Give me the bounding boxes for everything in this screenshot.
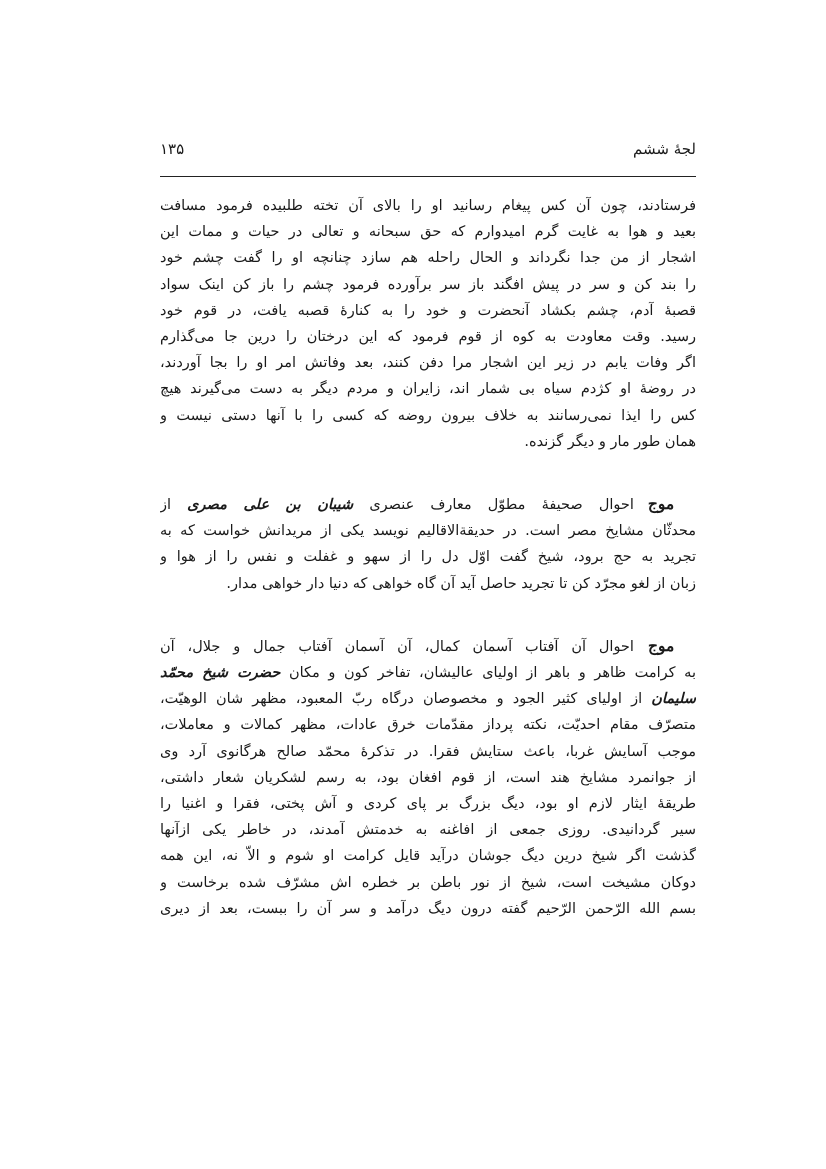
text-line: دوکان مشیخت است، شیخ از نور باطن بر خطره اش مشرّف شده برخاست و bbox=[160, 874, 696, 891]
page-number: ۱۳۵ bbox=[160, 140, 185, 158]
text-segment: به کرامت ظاهر و باهر از اولیای عالیشان، تفاخر کون و مکان bbox=[288, 665, 696, 682]
section-keyword: موج bbox=[647, 494, 675, 514]
text-segment: احوال صحیفهٔ مطوّل معارف عنصری bbox=[369, 497, 634, 514]
text-line: از جوانمرد مشایخ هند است، از قوم افغان بود، به رسم لشکریان شعار داشتی، bbox=[160, 769, 696, 786]
paragraph-2 bbox=[160, 491, 696, 597]
text-line: ‌ موجاحوال آن آفتاب آسمان کمال، آن آسمان آفتاب جمال و جلال، آن bbox=[160, 635, 696, 655]
person-name-part-1: حضرت شیخ محمّد bbox=[160, 664, 281, 682]
text-line: ‌ موجاحوال صحیفهٔ مطوّل معارف عنصری شیبان بن علی مصری از bbox=[160, 494, 696, 514]
chapter-title: لجهٔ ششم bbox=[633, 140, 696, 158]
text-line: طریقهٔ ایثار لازم او بود، دیگ بزرگ بر پای کردی و آش پختی، فقرا و اغنیا را bbox=[160, 796, 696, 813]
text-line: فرستادند، چون آن کس پیغام رسانید او را بالای آن تخته طلبیده فرمود مسافت bbox=[160, 198, 696, 214]
text-line: بعید و هوا به غایت گرم امیدوارم که حق سبحانه و تعالی در حیات و ممات این bbox=[160, 224, 696, 241]
paragraph-gap bbox=[160, 455, 696, 491]
paragraph-gap bbox=[160, 597, 696, 633]
text-line: سیر گردانیدی. روزی جمعی از افاغنه به خدمتش آمدند، در خاطر یکی ازآنها bbox=[160, 822, 696, 839]
text-line: رسید. وقت معاودت به کوه از قوم فرمود که این درختان را درین جا می‌گذارم bbox=[160, 329, 696, 346]
text-line: گذشت اگر شیخ درین دیگ جوشان درآید قایل کرامت او شوم و الاّ نه، این همه bbox=[160, 848, 696, 865]
text-line: متصرّف مقام احدیّت، نکته پرداز مقدّمات خرق عادات، مظهر کمالات و معاملات، bbox=[160, 717, 696, 734]
text-line: زبان از لغو مجرّد کن تا تجرید حاصل آید آن گاه خواهی که دنیا دار خواهی مدار. bbox=[226, 575, 696, 592]
text-line: اشجار از من جدا نگرداند و الحال راحله هم سازد چنانچه او را گفت چشم خود bbox=[160, 250, 696, 267]
text-line: در روضهٔ او کژدم سیاه بی شمار اند، زایران و مردم دیگر به دست می‌گیرند هیچ bbox=[160, 381, 696, 398]
text-line: بسم الله الرّحمن الرّحیم گفته درون دیگ درآمد و سر آن را ببست، بعد از دیری bbox=[160, 900, 696, 917]
person-name-part-2: سلیمان bbox=[651, 690, 696, 708]
text-line: محدثّان مشایخ مصر است. در حدیقةالاقالیم نویسد یکی از مریدانش خواست که به bbox=[160, 523, 696, 540]
running-header bbox=[160, 140, 696, 170]
section-keyword: موج bbox=[647, 635, 675, 655]
paragraph-1 bbox=[160, 193, 696, 455]
text-line: قصبهٔ آدم، چشم بکشاد آنحضرت و خود را به کنارهٔ قصبه یافت، در قوم خود bbox=[160, 302, 696, 319]
text-line bbox=[160, 660, 696, 686]
text-line: را بند کن و سر در پیش افگند باز سر برآورده فرمود چشم را باز کن اینک سواد bbox=[160, 276, 696, 293]
book-page bbox=[160, 140, 696, 922]
text-segment: از bbox=[160, 497, 172, 514]
text-line: همان طور مار و دیگر گزنده. bbox=[524, 433, 696, 450]
text-line: موجب آسایش غربا، باعث ستایش فقرا. در تذکرهٔ محمّد صالح هرگانوی آرد وی bbox=[160, 743, 696, 760]
text-segment: احوال آن آفتاب آسمان کمال، آن آسمان آفتاب جمال و جلال، آن bbox=[160, 638, 634, 655]
text-segment: از اولیای کثیر الجود و مخصوصان درگاه ربّ المعبود، مظهر شان الوهیّت، bbox=[160, 691, 643, 708]
text-line: تجرید به حج برود، شیخ گفت اوّل دل را از سهو و غفلت و نفس را از هوا و bbox=[160, 549, 696, 566]
header-rule bbox=[160, 176, 696, 177]
paragraph-3 bbox=[160, 633, 696, 922]
text-line bbox=[160, 686, 696, 712]
text-line: کس را ایذا نمی‌رسانند به خلاف بیرون روضه که کسی را با آنها دستی نیست و bbox=[160, 407, 696, 424]
text-line: اگر وفات یابم در زیر این اشجار مرا دفن کنند، بعد وفاتش امر او را بجا آوردند، bbox=[160, 355, 696, 372]
person-name: شیبان بن علی مصری bbox=[187, 496, 354, 514]
